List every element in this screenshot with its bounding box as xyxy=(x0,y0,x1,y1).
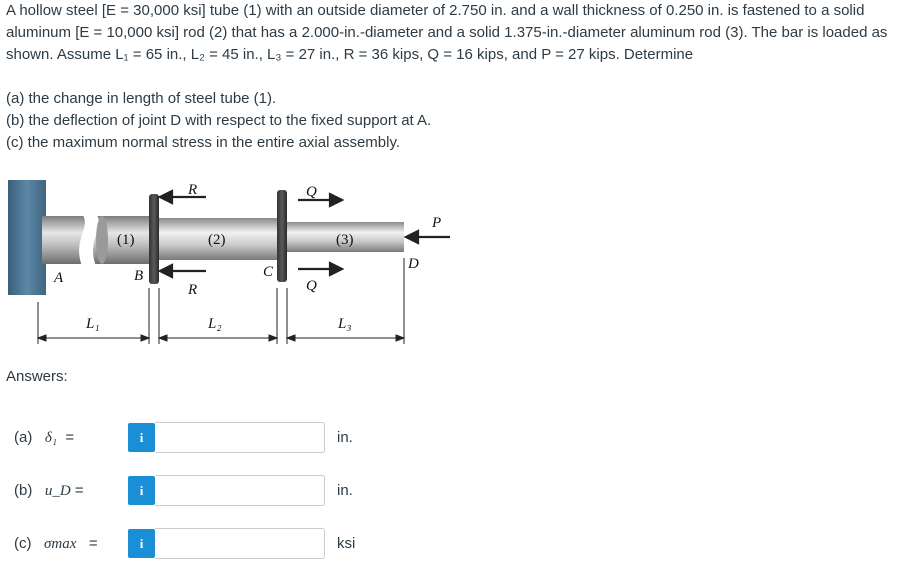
label-joint-c: C xyxy=(263,264,274,280)
answer-c-input[interactable] xyxy=(155,528,325,559)
label-joint-b: B xyxy=(134,268,144,284)
answer-b-symbol: u_D xyxy=(44,483,71,499)
problem-line-1: A hollow steel [E = 30,000 ksi] tube (1) with an outside diameter of 2.750 in. and a wall thickness of 0.250 in. is fastened to a solid xyxy=(6,2,865,19)
answer-b-input[interactable] xyxy=(155,475,325,506)
fixed-support-wall xyxy=(8,180,46,295)
answer-a-unit: in. xyxy=(337,429,353,446)
part-c-text: (c) the maximum normal stress in the entire axial assembly. xyxy=(6,134,401,151)
answer-b-prefix: (b) xyxy=(14,482,33,499)
problem-parts xyxy=(6,88,431,154)
info-button-c[interactable]: i xyxy=(128,529,155,558)
problem-statement xyxy=(6,0,918,66)
force-p-arrow xyxy=(406,231,450,243)
flange-b xyxy=(149,194,159,284)
force-r-bottom-arrow xyxy=(160,265,206,277)
answer-row-c xyxy=(0,527,922,561)
answer-b-label xyxy=(14,482,84,500)
label-joint-d: D xyxy=(408,256,419,272)
dim-l1: L₁ xyxy=(86,316,100,332)
problem-line-2: aluminum [E = 10,000 ksi] rod (2) that has a 2.000-in.-diameter and a solid 1.375-in.-diameter aluminum rod (3). The bar is loaded as xyxy=(6,24,888,41)
label-r-top: R xyxy=(188,182,198,198)
answer-b-unit: in. xyxy=(337,482,353,499)
flange-c xyxy=(277,190,287,282)
info-button-b[interactable]: i xyxy=(128,476,155,505)
tube-1-end xyxy=(96,216,108,264)
label-q-bottom: Q xyxy=(306,278,317,294)
label-member-3: (3) xyxy=(336,232,354,248)
answer-a-input[interactable] xyxy=(155,422,325,453)
label-p: P xyxy=(432,215,442,231)
answer-row-b xyxy=(0,474,922,508)
force-q-top-arrow xyxy=(298,194,342,206)
force-r-top-arrow xyxy=(160,191,206,203)
label-r-bottom: R xyxy=(188,282,198,298)
info-button-a[interactable]: i xyxy=(128,423,155,452)
part-a-text: (a) the change in length of steel tube (1). xyxy=(6,90,277,107)
answer-a-prefix: (a) xyxy=(14,429,33,446)
force-q-bottom-arrow xyxy=(298,263,342,275)
label-q-top: Q xyxy=(306,184,317,200)
label-joint-a: A xyxy=(54,270,64,286)
answer-c-prefix: (c) xyxy=(14,535,32,552)
answer-a-equals: = xyxy=(65,429,75,446)
answer-c-unit: ksi xyxy=(337,535,356,552)
axial-assembly-figure xyxy=(0,170,480,360)
label-member-1: (1) xyxy=(117,232,135,248)
problem-line-3: shown. Assume L₁ = 65 in., L₂ = 45 in., L₃ = 27 in., R = 36 kips, Q = 16 kips, and P = 27 kips. Determine xyxy=(6,46,694,63)
answer-a-label xyxy=(14,429,74,447)
label-member-2: (2) xyxy=(208,232,226,248)
answer-a-symbol: δ₁ xyxy=(44,430,58,446)
part-b-text: (b) the deflection of joint D with respect to the fixed support at A. xyxy=(6,112,432,129)
answer-c-equals: = xyxy=(88,535,98,552)
answer-c-symbol: σmax xyxy=(44,536,77,552)
answer-b-equals: = xyxy=(74,482,84,499)
dim-l2: L₂ xyxy=(208,316,222,332)
dim-l3: L₃ xyxy=(338,316,352,332)
answers-heading: Answers: xyxy=(6,368,68,385)
answer-c-label xyxy=(14,535,98,553)
answer-row-a xyxy=(0,421,922,455)
